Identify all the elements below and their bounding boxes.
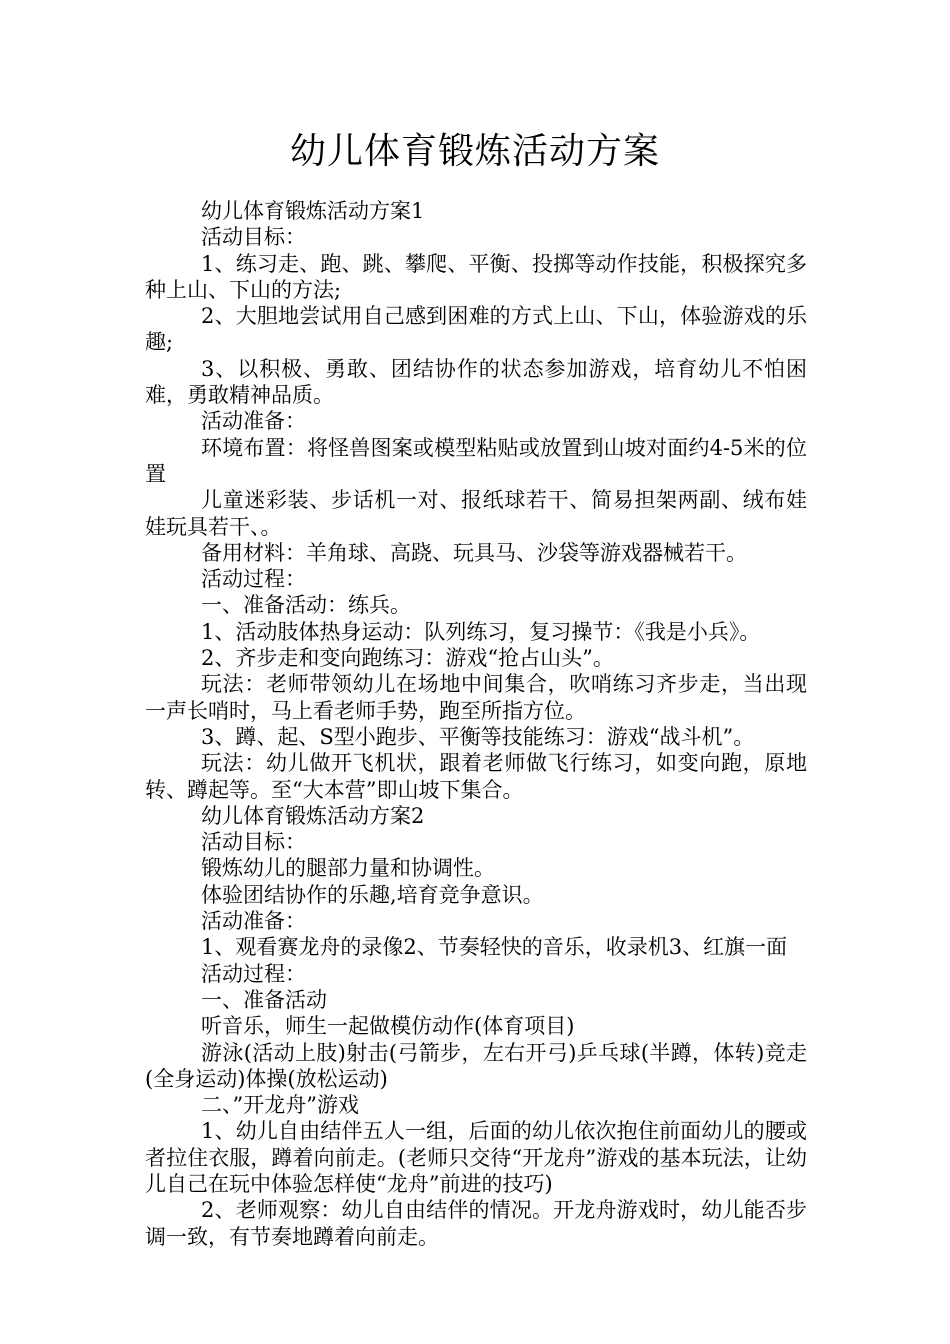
paragraph: 1、观看赛龙舟的录像2、节奏轻快的音乐，收录机3、红旗一面: [201, 935, 788, 960]
paragraph: 活动过程：: [201, 961, 306, 986]
paragraph: 活动准备：: [201, 909, 306, 934]
document-body: [145, 198, 807, 1250]
paragraph: 1、幼儿自由结伴五人一组，后面的幼儿依次抱住前面幼儿的腰或者拉住衣服，蹲着向前走。(老师只交待“开龙舟”游戏的基本玩法，让幼儿自己在玩中体验怎样使“龙舟”前进的技巧): [145, 1119, 807, 1196]
paragraph: 锻炼幼儿的腿部力量和协调性。: [201, 856, 495, 881]
paragraph: 3、蹲、起、S型小跑步、平衡等技能练习：游戏“战斗机”。: [201, 724, 755, 749]
paragraph: 活动准备：: [201, 409, 306, 434]
paragraph: 游泳(活动上肢)射击(弓箭步，左右开弓)乒乓球(半蹲，体转)竞走(全身运动)体操(放松运动): [145, 1040, 807, 1091]
paragraph: 二、”开龙舟”游戏: [201, 1093, 359, 1118]
section-heading: 幼儿体育锻炼活动方案2: [201, 803, 425, 828]
paragraph: 听音乐，师生一起做模仿动作(体育项目): [201, 1014, 575, 1039]
paragraph: 玩法：老师带领幼儿在场地中间集合，吹哨练习齐步走，当出现一声长哨时，马上看老师手势，跑至所指方位。: [145, 672, 807, 723]
paragraph: 2、老师观察：幼儿自由结伴的情况。开龙舟游戏时，幼儿能否步调一致，有节奏地蹲着向前走。: [145, 1198, 807, 1249]
paragraph: 一、准备活动: [201, 987, 327, 1012]
document-title: 幼儿体育锻炼活动方案: [289, 131, 660, 172]
paragraph: 1、活动肢体热身运动：队列练习，复习操节：《我是小兵》。: [201, 619, 761, 644]
paragraph: 3、以积极、勇敢、团结协作的状态参加游戏，培育幼儿不怕困难，勇敢精神品质。: [145, 356, 807, 408]
paragraph: 一、准备活动：练兵。: [201, 593, 411, 618]
paragraph: 活动过程：: [201, 567, 306, 592]
paragraph: 儿童迷彩装、步话机一对、报纸球若干、简易担架两副、绒布娃娃玩具若干、。: [145, 488, 807, 539]
paragraph: 玩法：幼儿做开飞机状，跟着老师做飞行练习，如变向跑，原地转、蹲起等。至“大本营”即山坡下集合。: [145, 751, 807, 802]
section-heading: 幼儿体育锻炼活动方案1: [201, 199, 425, 223]
paragraph: 2、大胆地尝试用自己感到困难的方式上山、下山，体验游戏的乐趣;: [145, 304, 807, 355]
paragraph: 活动目标：: [201, 225, 306, 250]
paragraph: 1、练习走、跑、跳、攀爬、平衡、投掷等动作技能，积极探究多种上山、下山的方法;: [145, 251, 807, 302]
paragraph: 体验团结协作的乐趣,培育竞争意识。: [201, 882, 544, 907]
paragraph: 环境布置：将怪兽图案或模型粘贴或放置到山坡对面约4-5米的位置: [145, 435, 807, 486]
paragraph: 活动目标：: [201, 830, 306, 855]
paragraph: 备用材料：羊角球、高跷、玩具马、沙袋等游戏器械若干。: [201, 540, 747, 565]
paragraph: 2、齐步走和变向跑练习：游戏“抢占山头”。: [201, 646, 614, 671]
